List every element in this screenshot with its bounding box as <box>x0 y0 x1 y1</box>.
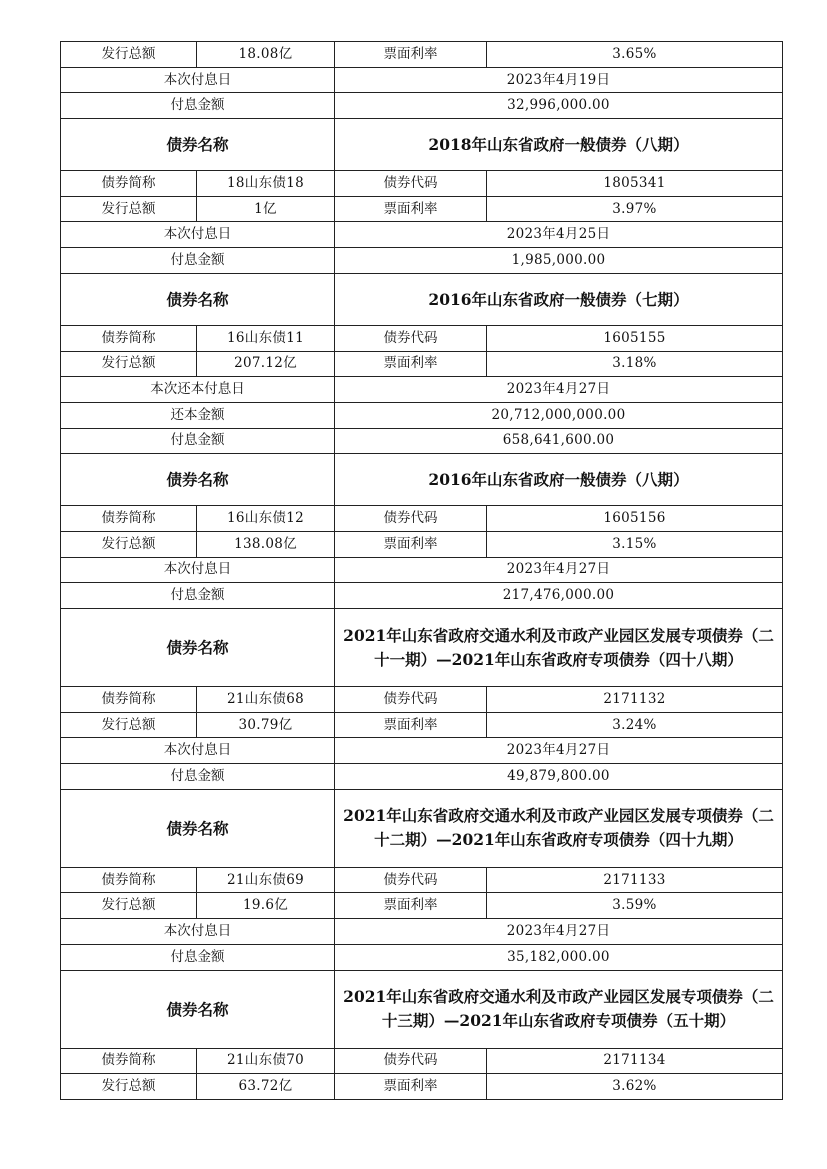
table-row <box>61 248 783 274</box>
interest-amount-value: 49,879,800.00 <box>335 764 783 790</box>
bond-code-label: 债券代码 <box>335 1048 487 1074</box>
issue-total-label: 发行总额 <box>61 196 197 222</box>
table-row <box>61 1048 783 1074</box>
bond-name-row <box>61 789 783 867</box>
interest-amount-label: 付息金额 <box>61 93 335 119</box>
issue-total-label: 发行总额 <box>61 893 197 919</box>
coupon-rate-label: 票面利率 <box>335 531 487 557</box>
table-row <box>61 506 783 532</box>
issue-total-value: 1亿 <box>197 196 335 222</box>
bond-code-value: 1605155 <box>487 325 783 351</box>
table-row <box>61 42 783 68</box>
table-row <box>61 944 783 970</box>
table-row <box>61 377 783 403</box>
bond-name-label: 债券名称 <box>61 609 335 687</box>
table-row <box>61 67 783 93</box>
table-row <box>61 557 783 583</box>
table-row <box>61 712 783 738</box>
short-name-label: 债券简称 <box>61 687 197 713</box>
short-name-value: 21山东债70 <box>197 1048 335 1074</box>
bond-name-value: 2021年山东省政府交通水利及市政产业园区发展专项债券（二十一期）—2021年山东省政府专项债券（四十八期） <box>335 609 783 687</box>
short-name-label: 债券简称 <box>61 867 197 893</box>
bond-code-value: 2171132 <box>487 687 783 713</box>
short-name-label: 债券简称 <box>61 506 197 532</box>
coupon-rate-value: 3.18% <box>487 351 783 377</box>
coupon-rate-value: 3.59% <box>487 893 783 919</box>
issue-total-value: 18.08亿 <box>197 42 335 68</box>
bond-code-label: 债券代码 <box>335 325 487 351</box>
short-name-value: 21山东债68 <box>197 687 335 713</box>
coupon-rate-label: 票面利率 <box>335 712 487 738</box>
bond-code-label: 债券代码 <box>335 687 487 713</box>
interest-amount-label: 付息金额 <box>61 248 335 274</box>
bond-code-value: 1805341 <box>487 171 783 197</box>
coupon-rate-value: 3.65% <box>487 42 783 68</box>
principal-interest-date-value: 2023年4月27日 <box>335 377 783 403</box>
issue-total-label: 发行总额 <box>61 531 197 557</box>
coupon-rate-label: 票面利率 <box>335 893 487 919</box>
table-row <box>61 325 783 351</box>
bond-name-label: 债券名称 <box>61 119 335 171</box>
table-row <box>61 764 783 790</box>
coupon-rate-label: 票面利率 <box>335 196 487 222</box>
bond-name-value: 2016年山东省政府一般债券（八期） <box>335 454 783 506</box>
short-name-value: 18山东债18 <box>197 171 335 197</box>
interest-amount-value: 35,182,000.00 <box>335 944 783 970</box>
bond-code-label: 债券代码 <box>335 867 487 893</box>
short-name-label: 债券简称 <box>61 1048 197 1074</box>
table-row <box>61 402 783 428</box>
table-row <box>61 919 783 945</box>
table-row <box>61 531 783 557</box>
bond-code-value: 2171133 <box>487 867 783 893</box>
interest-amount-value: 32,996,000.00 <box>335 93 783 119</box>
bond-name-value: 2018年山东省政府一般债券（八期） <box>335 119 783 171</box>
bond-name-label: 债券名称 <box>61 789 335 867</box>
bond-name-value: 2016年山东省政府一般债券（七期） <box>335 273 783 325</box>
principal-amount-label: 还本金额 <box>61 402 335 428</box>
table-row <box>61 196 783 222</box>
coupon-rate-value: 3.62% <box>487 1074 783 1100</box>
table-row <box>61 222 783 248</box>
interest-date-label: 本次付息日 <box>61 919 335 945</box>
bond-name-label: 债券名称 <box>61 454 335 506</box>
bond-code-value: 2171134 <box>487 1048 783 1074</box>
issue-total-label: 发行总额 <box>61 351 197 377</box>
issue-total-value: 63.72亿 <box>197 1074 335 1100</box>
interest-amount-label: 付息金额 <box>61 764 335 790</box>
table-row <box>61 867 783 893</box>
bond-name-row <box>61 454 783 506</box>
coupon-rate-label: 票面利率 <box>335 42 487 68</box>
issue-total-label: 发行总额 <box>61 1074 197 1100</box>
interest-date-label: 本次付息日 <box>61 738 335 764</box>
table-row <box>61 351 783 377</box>
bond-code-label: 债券代码 <box>335 171 487 197</box>
interest-date-value: 2023年4月27日 <box>335 919 783 945</box>
bond-name-row <box>61 119 783 171</box>
bond-name-row <box>61 273 783 325</box>
principal-amount-value: 20,712,000,000.00 <box>335 402 783 428</box>
short-name-label: 债券简称 <box>61 171 197 197</box>
bond-name-row <box>61 970 783 1048</box>
bond-code-label: 债券代码 <box>335 506 487 532</box>
table-row <box>61 93 783 119</box>
interest-amount-label: 付息金额 <box>61 944 335 970</box>
interest-date-label: 本次付息日 <box>61 67 335 93</box>
table-row <box>61 583 783 609</box>
issue-total-label: 发行总额 <box>61 712 197 738</box>
bond-name-value: 2021年山东省政府交通水利及市政产业园区发展专项债券（二十三期）—2021年山东省政府专项债券（五十期） <box>335 970 783 1048</box>
interest-amount-label: 付息金额 <box>61 583 335 609</box>
table-row <box>61 428 783 454</box>
interest-date-value: 2023年4月25日 <box>335 222 783 248</box>
interest-date-value: 2023年4月27日 <box>335 738 783 764</box>
issue-total-value: 19.6亿 <box>197 893 335 919</box>
short-name-value: 21山东债69 <box>197 867 335 893</box>
bond-payment-table <box>60 41 783 1100</box>
issue-total-value: 138.08亿 <box>197 531 335 557</box>
interest-date-value: 2023年4月19日 <box>335 67 783 93</box>
interest-amount-value: 217,476,000.00 <box>335 583 783 609</box>
coupon-rate-value: 3.24% <box>487 712 783 738</box>
interest-date-value: 2023年4月27日 <box>335 557 783 583</box>
table-row <box>61 171 783 197</box>
issue-total-label: 发行总额 <box>61 42 197 68</box>
issue-total-value: 207.12亿 <box>197 351 335 377</box>
principal-interest-date-label: 本次还本付息日 <box>61 377 335 403</box>
bond-name-row <box>61 609 783 687</box>
interest-date-label: 本次付息日 <box>61 222 335 248</box>
table-row <box>61 687 783 713</box>
coupon-rate-value: 3.97% <box>487 196 783 222</box>
coupon-rate-value: 3.15% <box>487 531 783 557</box>
interest-amount-value: 1,985,000.00 <box>335 248 783 274</box>
interest-amount-value: 658,641,600.00 <box>335 428 783 454</box>
short-name-value: 16山东债11 <box>197 325 335 351</box>
short-name-value: 16山东债12 <box>197 506 335 532</box>
issue-total-value: 30.79亿 <box>197 712 335 738</box>
table-row <box>61 893 783 919</box>
table-row <box>61 738 783 764</box>
interest-date-label: 本次付息日 <box>61 557 335 583</box>
bond-name-label: 债券名称 <box>61 970 335 1048</box>
bond-code-value: 1605156 <box>487 506 783 532</box>
coupon-rate-label: 票面利率 <box>335 1074 487 1100</box>
coupon-rate-label: 票面利率 <box>335 351 487 377</box>
table-row <box>61 1074 783 1100</box>
short-name-label: 债券简称 <box>61 325 197 351</box>
interest-amount-label: 付息金额 <box>61 428 335 454</box>
bond-name-value: 2021年山东省政府交通水利及市政产业园区发展专项债券（二十二期）—2021年山东省政府专项债券（四十九期） <box>335 789 783 867</box>
bond-name-label: 债券名称 <box>61 273 335 325</box>
